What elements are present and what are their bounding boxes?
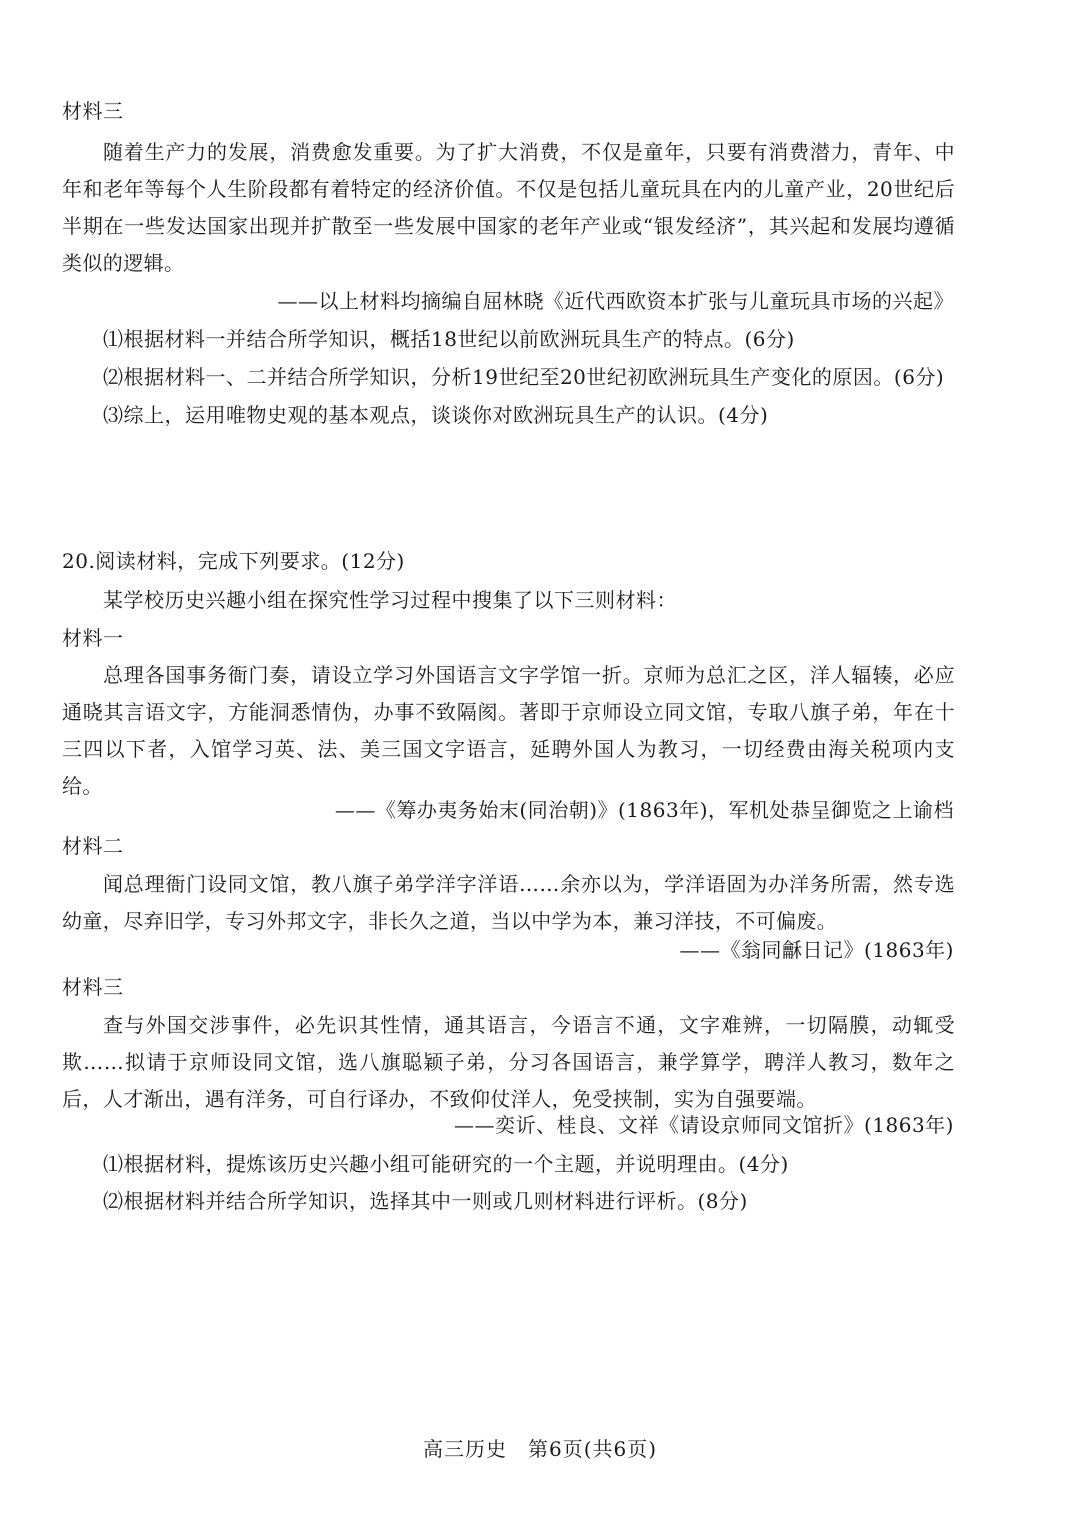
material-source: ——以上材料均摘编自屈林晓《近代西欧资本扩张与儿童玩具市场的兴起》: [277, 289, 954, 313]
material-2-heading: 材料二: [62, 834, 124, 858]
material-1-heading: 材料一: [62, 626, 124, 650]
material-3-source: ——奕䜣、桂良、文祥《请设京师同文馆折》(1863年): [453, 1113, 954, 1137]
question-20-title: 20.阅读材料，完成下列要求。(12分): [62, 549, 405, 573]
material-text: 随着生产力的发展，消费愈发重要。为了扩大消费，不仅是童年，只要有消费潜力，青年、中年和老年等每个人生阶段都有着特定的经济价值。不仅是包括儿童玩具在内的儿童产业，20世纪后半期在一些发达国家出现并扩散至一些发展中国家的老年产业或“银发经济”，其兴起和发展均遵循类似的逻辑。: [62, 140, 955, 275]
question-20-intro: 某学校历史兴趣小组在探究性学习过程中搜集了以下三则材料：: [103, 588, 677, 612]
question-1: ⑴根据材料一并结合所学知识，概括18世纪以前欧洲玩具生产的特点。(6分): [103, 327, 795, 351]
material-3-heading: 材料三: [62, 975, 124, 999]
question-20-1: ⑴根据材料，提炼该历史兴趣小组可能研究的一个主题，并说明理由。(4分): [103, 1152, 789, 1176]
material-3-text: 查与外国交涉事件，必先识其性情，通其语言，今语言不通，文字难辨，一切隔膜，动辄受欺……拟请于京师设同文馆，选八旗聪颖子弟，分习各国语言，兼学算学，聘洋人教习，数年之后，人才渐出，遇有洋务，可自行译办，不致仰仗洋人，免受挟制，实为自强要端。: [62, 1013, 955, 1111]
material-1-text: 总理各国事务衙门奏，请设立学习外国语言文字学馆一折。京师为总汇之区，洋人辐辏，必应通晓其言语文字，方能洞悉情伪，办事不致隔阂。著即于京师设立同文馆，专取八旗子弟，年在十三四以下者，入馆学习英、法、美三国文字语言，延聘外国人为教习，一切经费由海关税项内支给。: [62, 663, 955, 798]
question-2: ⑵根据材料一、二并结合所学知识，分析19世纪至20世纪初欧洲玩具生产变化的原因。(6分): [103, 365, 945, 389]
question-20-2: ⑵根据材料并结合所学知识，选择其中一则或几则材料进行评析。(8分): [103, 1189, 748, 1213]
material-heading: 材料三: [62, 99, 124, 123]
question-3: ⑶综上，运用唯物史观的基本观点，谈谈你对欧洲玩具生产的认识。(4分): [103, 403, 769, 427]
material-1-source: ——《筹办夷务始末(同治朝)》(1863年)，军机处恭呈御览之上谕档: [334, 798, 954, 822]
material-2-source: ——《翁同龢日记》(1863年): [679, 938, 954, 962]
material-2-text: 闻总理衙门设同文馆，教八旗子弟学洋字洋语……余亦以为，学洋语固为办洋务所需，然专选幼童，尽弃旧学，专习外邦文字，非长久之道，当以中学为本，兼习洋技，不可偏废。: [62, 872, 955, 933]
page-footer: 高三历史 第6页(共6页): [422, 1437, 658, 1461]
